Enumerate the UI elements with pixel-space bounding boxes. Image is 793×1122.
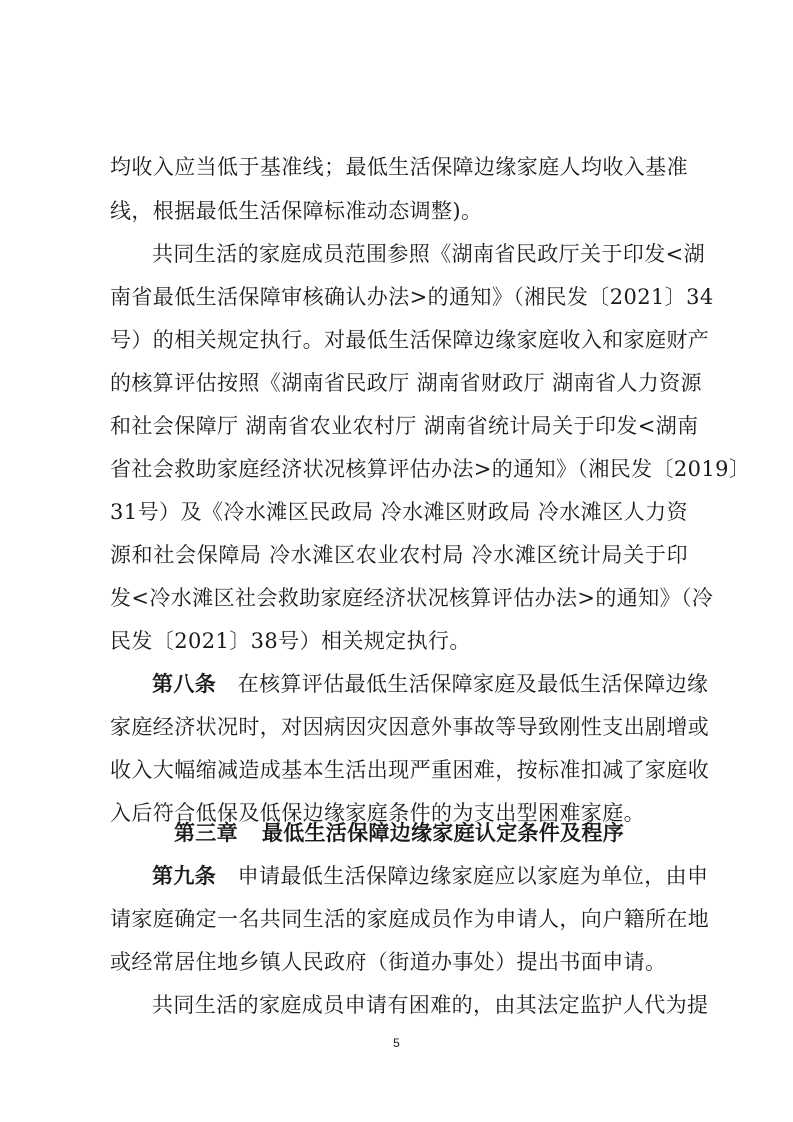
body-line: 31号）及《冷水滩区民政局 冷水滩区财政局 冷水滩区人力资 — [110, 500, 688, 524]
body-line: 源和社会保障局 冷水滩区农业农村局 冷水滩区统计局关于印 — [110, 543, 688, 567]
body-line: 请家庭确定一名共同生活的家庭成员作为申请人，向户籍所在地 — [110, 907, 710, 931]
page-number: 5 — [393, 1036, 400, 1050]
body-line: 家庭经济状况时，对因病因灾因意外事故等导致刚性支出剧增或 — [110, 715, 710, 739]
body-line: 南省最低生活保障审核确认办法>的通知》（湘民发〔2021〕34 — [110, 285, 714, 309]
article-9-text: 申请最低生活保障边缘家庭应以家庭为单位，由申 — [237, 864, 709, 888]
body-line: 号）的相关规定执行。对最低生活保障边缘家庭收入和家庭财产 — [110, 328, 710, 352]
chapter-heading — [110, 818, 688, 848]
body-line: 入后符合低保及低保边缘家庭条件的为支出型困难家庭。 — [110, 801, 645, 825]
body-line: 的核算评估按照《湖南省民政厅 湖南省财政厅 湖南省人力资源 — [110, 371, 702, 395]
article-9-first-line — [152, 862, 709, 890]
article-9-label: 第九条 — [152, 863, 217, 888]
body-line: 收入大幅缩减造成基本生活出现严重困难，按标准扣减了家庭收 — [110, 758, 710, 782]
body-line: 民发〔2021〕38号）相关规定执行。 — [110, 629, 471, 653]
chapter-title: 最低生活保障边缘家庭认定条件及程序 — [261, 821, 624, 845]
body-line: 和社会保障厅 湖南省农业农村厅 湖南省统计局关于印发<湖南 — [110, 414, 699, 438]
body-line: 共同生活的家庭成员范围参照《湖南省民政厅关于印发<湖 — [152, 242, 705, 266]
body-line: 线，根据最低生活保障标准动态调整)。 — [110, 199, 483, 223]
body-line: 省社会救助家庭经济状况核算评估办法>的通知》（湘民发〔2019〕 — [110, 457, 751, 481]
body-line: 共同生活的家庭成员申请有困难的，由其法定监护人代为提 — [152, 993, 709, 1017]
chapter-number: 第三章 — [173, 821, 238, 845]
article-8-text: 在核算评估最低生活保障家庭及最低生活保障边缘 — [237, 672, 709, 696]
body-line: 均收入应当低于基准线；最低生活保障边缘家庭人均收入基准 — [110, 155, 688, 179]
body-line: 或经常居住地乡镇人民政府（街道办事处）提出书面申请。 — [110, 950, 667, 974]
article-8-first-line — [152, 670, 709, 698]
body-line: 发<冷水滩区社会救助家庭经济状况核算评估办法>的通知》（冷 — [110, 586, 714, 610]
article-8-label: 第八条 — [152, 671, 217, 696]
